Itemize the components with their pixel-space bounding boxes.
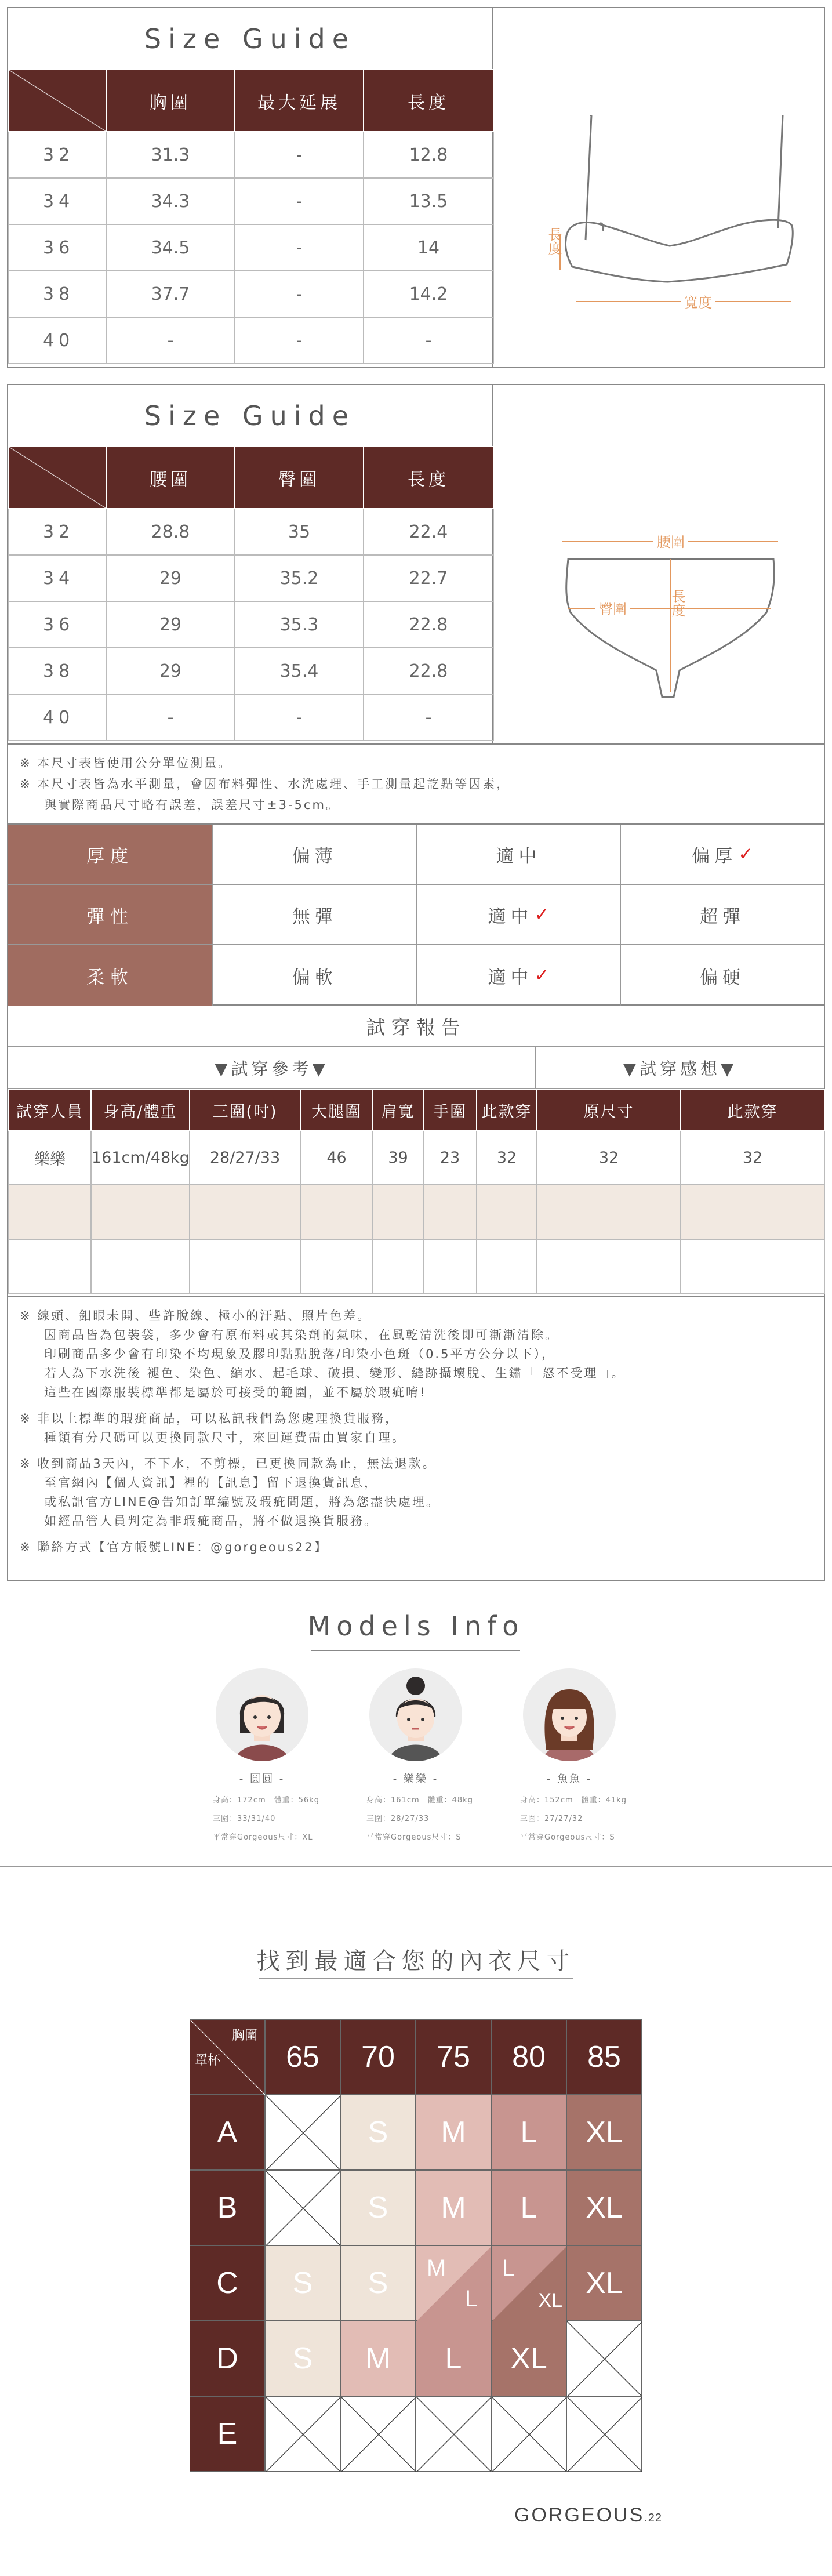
notice-line: 若人為下水洗後 褪色、染色、縮水、起毛球、破損、變形、縫跡攝壞脫、生鏽「 怒不受理 」。: [44, 1366, 626, 1380]
property-option-label: 無彈: [292, 906, 337, 927]
table-row: [9, 178, 493, 224]
size-label: 34: [9, 178, 106, 224]
table-cell: -: [235, 132, 364, 178]
notice-line: 種類有分尺碼可以更換同款尺寸，來回運費需由買家自理。: [44, 1431, 406, 1445]
table-cell: 32: [537, 1130, 681, 1185]
bra-length-label: 長度: [546, 227, 562, 255]
table-cell: -: [235, 271, 364, 317]
col-header: 三圍(吋): [190, 1090, 300, 1130]
table-cell: [681, 1239, 824, 1294]
table-cell: 23: [423, 1130, 477, 1185]
panty-size-table-area: [8, 385, 493, 743]
size-cell: S: [340, 2170, 416, 2245]
fit-feedback-header: ▼試穿感想▼: [623, 1058, 737, 1079]
split-size-cell: [491, 2245, 566, 2321]
size-label-upper: L: [502, 2255, 515, 2281]
table-cell: -: [364, 317, 493, 364]
panty-guide-title: Size Guide: [144, 400, 356, 431]
panty-size-guide: [7, 384, 825, 745]
check-icon: ✓: [738, 844, 754, 865]
unavailable-cell: [340, 2396, 416, 2472]
size-label: 32: [9, 132, 106, 178]
size-label: 40: [9, 694, 106, 741]
notice-line: 因商品皆為包裝袋，多少會有原布料或其染劑的氣味，在風乾清洗後即可漸漸清除。: [44, 1328, 559, 1342]
model-name: - 樂樂 -: [393, 1773, 439, 1785]
check-icon: ✓: [534, 904, 550, 925]
size-label-lower: L: [464, 2286, 478, 2312]
cup-header: E: [190, 2396, 265, 2472]
cup-header: B: [190, 2170, 265, 2245]
title-underline: [311, 1650, 520, 1651]
table-row: [9, 132, 493, 178]
property-option-label: 偏軟: [292, 967, 337, 988]
table-cell: 35.2: [235, 555, 364, 601]
table-row: [9, 601, 493, 648]
note-line: 與實際商品尺寸略有誤差，誤差尺寸±3-5cm。: [44, 798, 340, 812]
table-cell: [9, 1239, 91, 1294]
table-cell: [190, 1239, 300, 1294]
table-cell: [300, 1185, 373, 1239]
band-header: 75: [416, 2019, 491, 2095]
panty-hip-label: 臀圍: [599, 601, 627, 617]
models-info: [0, 1581, 832, 1860]
table-row: [9, 509, 493, 555]
size-cell: S: [340, 2245, 416, 2321]
cup-header: C: [190, 2245, 265, 2321]
model-card: [494, 1668, 645, 1847]
model-stats: [340, 1791, 491, 1847]
property-option: [621, 885, 824, 944]
property-option: [417, 885, 622, 944]
col-header: 最大延展: [235, 70, 364, 132]
table-row: [9, 1130, 824, 1185]
col-header: 手圍: [423, 1090, 477, 1130]
size-chart-title: 找到最適合您的內衣尺寸: [256, 1948, 576, 1975]
property-option-label: 適中: [488, 906, 533, 927]
model-stat-line: 三圍：33/31/40: [213, 1815, 276, 1823]
brand-logo: [514, 2504, 662, 2527]
table-cell: -: [106, 317, 235, 364]
col-header: 長度: [364, 70, 493, 132]
table-cell: [423, 1239, 477, 1294]
corner-cup-label: 罩杯: [195, 2053, 221, 2068]
size-label: 36: [9, 601, 106, 648]
bra-size-table: [8, 69, 494, 364]
property-row: [8, 825, 824, 885]
col-header: 臀圍: [235, 447, 364, 509]
fabric-properties: [7, 825, 825, 1006]
panty-length-label: 長度: [669, 589, 685, 617]
table-cell: 28.8: [106, 509, 235, 555]
property-option-label: 偏厚: [692, 846, 737, 867]
grid-cell: [190, 2019, 265, 2095]
col-header: 肩寬: [373, 1090, 423, 1130]
table-row: [9, 224, 493, 271]
size-label: 38: [9, 271, 106, 317]
notice-line: 這些在國際服裝標準都是屬於可接受的範圍，並不屬於瑕疵唷!: [44, 1385, 427, 1399]
model-card: [187, 1668, 337, 1847]
models-info-title: Models Info: [307, 1610, 525, 1642]
col-header: 原尺寸: [537, 1090, 681, 1130]
unavailable-cell: [265, 2396, 340, 2472]
avatar: [369, 1668, 462, 1761]
notice-line: 或私訊官方LINE@告知訂單編號及瑕疵問題，將為您盡快處理。: [44, 1495, 440, 1509]
check-icon: ✓: [534, 965, 550, 986]
notice-line: ※ 非以上標準的瑕疵商品，可以私訊我們為您處理換貨服務，: [20, 1412, 399, 1425]
table-cell: [537, 1185, 681, 1239]
size-cell: L: [491, 2095, 566, 2170]
notice-line: 印刷商品多少會有印染不均現象及膠印點點脫落/印染小色斑（0.5平方公分以下），: [44, 1347, 555, 1361]
col-header: 大腿圍: [300, 1090, 373, 1130]
fit-report-table: [8, 1089, 825, 1294]
property-option: [417, 945, 622, 1006]
table-cell: 12.8: [364, 132, 493, 178]
size-cell: XL: [491, 2321, 566, 2396]
notice-line: 至官網內【個人資訊】裡的【訊息】留下退換貨訊息，: [44, 1476, 378, 1490]
notice-block: [20, 1454, 812, 1531]
model-stats: [494, 1791, 645, 1847]
notice-line: ※ 收到商品3天內，不下水，不剪標，已更換同款為止，無法退款。: [20, 1457, 437, 1471]
col-header: 腰圍: [106, 447, 235, 509]
col-header: 試穿人員: [9, 1090, 91, 1130]
note-line: ※ 本尺寸表皆使用公分單位測量。: [20, 756, 232, 770]
unavailable-cell: [265, 2095, 340, 2170]
table-cell: 29: [106, 555, 235, 601]
property-row: [8, 945, 824, 1006]
model-stat-line: 身高：161cm 體重：48kg: [366, 1796, 473, 1805]
fit-report-subheaders: [8, 1047, 824, 1089]
property-option-label: 適中: [496, 846, 542, 867]
table-cell: [300, 1239, 373, 1294]
table-cell: [537, 1239, 681, 1294]
table-cell: -: [235, 224, 364, 271]
avatar: [216, 1668, 308, 1761]
size-label: 32: [9, 509, 106, 555]
property-option: [621, 945, 824, 1006]
table-cell: 161cm/48kg: [91, 1130, 190, 1185]
notice-block: [20, 1307, 812, 1402]
table-row: [9, 694, 493, 741]
return-policy-notes: [7, 1297, 825, 1581]
size-cell: M: [416, 2095, 491, 2170]
property-option: [213, 885, 417, 944]
table-cell: 35: [235, 509, 364, 555]
table-cell: 37.7: [106, 271, 235, 317]
table-cell: -: [364, 694, 493, 741]
band-header: 65: [265, 2019, 340, 2095]
table-cell: [681, 1185, 824, 1239]
corner-band-label: 胸圍: [231, 2029, 257, 2043]
split-size-cell: [416, 2245, 491, 2321]
size-cell: M: [416, 2170, 491, 2245]
table-cell: [477, 1185, 537, 1239]
size-label: 34: [9, 555, 106, 601]
model-stat-line: 三圍：27/27/32: [520, 1815, 583, 1823]
col-header: 此款穿: [477, 1090, 537, 1130]
size-label-lower: XL: [538, 2290, 562, 2312]
table-cell: 32: [477, 1130, 537, 1185]
notice-line: 如經品管人員判定為非瑕疵商品，將不做退換貨服務。: [44, 1514, 378, 1528]
table-cell: 31.3: [106, 132, 235, 178]
brand-name: GORGEOUS: [514, 2504, 645, 2526]
fit-reference-header: ▼試穿參考▼: [8, 1047, 536, 1088]
property-label: 厚度: [8, 825, 213, 884]
bra-size-table-area: [8, 8, 493, 367]
table-cell: 14: [364, 224, 493, 271]
bra-guide-title: Size Guide: [144, 23, 356, 55]
bra-size-guide: [7, 7, 825, 368]
fit-report: [7, 1006, 825, 1297]
property-option-label: 偏硬: [700, 967, 746, 988]
col-header: 身高/體重: [91, 1090, 190, 1130]
table-cell: [9, 1185, 91, 1239]
property-option-label: 適中: [488, 967, 533, 988]
table-cell: 樂樂: [9, 1130, 91, 1185]
table-row: [9, 271, 493, 317]
size-cell: M: [340, 2321, 416, 2396]
table-cell: [91, 1185, 190, 1239]
property-option: [621, 825, 824, 884]
size-label: 40: [9, 317, 106, 364]
table-cell: 35.3: [235, 601, 364, 648]
table-cell: -: [235, 178, 364, 224]
unavailable-cell: [566, 2396, 642, 2472]
table-cell: 34.5: [106, 224, 235, 271]
bra-size-chart: [0, 1866, 832, 2576]
table-cell: [91, 1239, 190, 1294]
size-label: 38: [9, 648, 106, 694]
unavailable-cell: [416, 2396, 491, 2472]
property-option-label: 超彈: [700, 906, 746, 927]
panty-illustration: [494, 385, 824, 743]
table-cell: 39: [373, 1130, 423, 1185]
notice-block: [20, 1409, 812, 1447]
table-cell: 22.7: [364, 555, 493, 601]
table-row: [9, 1185, 824, 1239]
property-option-label: 偏薄: [292, 846, 337, 867]
fit-report-title: 試穿報告: [8, 1006, 824, 1047]
table-cell: 28/27/33: [190, 1130, 300, 1185]
table-cell: [477, 1239, 537, 1294]
property-label: 彈性: [8, 885, 213, 944]
size-cell: S: [340, 2095, 416, 2170]
model-stat-line: 三圍：28/27/33: [366, 1815, 430, 1823]
notice-line: ※ 聯絡方式【官方帳號LINE：@gorgeous22】: [20, 1540, 328, 1554]
band-header: 85: [566, 2019, 642, 2095]
table-cell: 13.5: [364, 178, 493, 224]
table-row: [9, 1239, 824, 1294]
notice-line: ※ 線頭、釦眼未開、些許脫線、極小的汙點、照片色差。: [20, 1309, 372, 1323]
cup-header: A: [190, 2095, 265, 2170]
panty-waist-label: 腰圍: [657, 534, 685, 550]
table-cell: 22.8: [364, 648, 493, 694]
model-stat-line: 平常穿Gorgeous尺寸：XL: [213, 1833, 313, 1842]
title-underline: [259, 1978, 573, 1979]
size-cell: S: [265, 2321, 340, 2396]
notice-block: [20, 1538, 812, 1557]
corner-cell: [9, 447, 106, 509]
table-row: [9, 648, 493, 694]
size-cell: L: [416, 2321, 491, 2396]
model-stat-line: 平常穿Gorgeous尺寸：S: [520, 1833, 615, 1842]
unavailable-cell: [491, 2396, 566, 2472]
model-card: [340, 1668, 491, 1847]
col-header: 胸圍: [106, 70, 235, 132]
cup-header: D: [190, 2321, 265, 2396]
model-stats: [187, 1791, 337, 1847]
property-label: 柔軟: [8, 945, 213, 1006]
property-option: [213, 945, 417, 1006]
table-cell: 22.8: [364, 601, 493, 648]
brand-suffix: .22: [644, 2512, 663, 2524]
table-cell: -: [235, 317, 364, 364]
size-cell: XL: [566, 2245, 642, 2321]
col-header: 長度: [364, 447, 493, 509]
measurement-notes: [7, 745, 825, 825]
band-header: 70: [340, 2019, 416, 2095]
size-cell: S: [265, 2245, 340, 2321]
table-cell: [190, 1185, 300, 1239]
panty-size-table: [8, 446, 494, 741]
note-line: ※ 本尺寸表皆為水平測量，會因布料彈性、水洗處理、手工測量起訖點等因素，: [20, 777, 511, 791]
model-stat-line: 身高：172cm 體重：56kg: [213, 1796, 319, 1805]
bra-width-label: 寬度: [684, 295, 712, 311]
table-cell: 46: [300, 1130, 373, 1185]
table-cell: 34.3: [106, 178, 235, 224]
avatar: [523, 1668, 616, 1761]
table-cell: [373, 1185, 423, 1239]
table-cell: 32: [681, 1130, 824, 1185]
model-name: - 圓圓 -: [239, 1773, 285, 1785]
model-name: - 魚魚 -: [546, 1773, 593, 1785]
unavailable-cell: [566, 2321, 642, 2396]
property-option: [213, 825, 417, 884]
table-cell: 29: [106, 601, 235, 648]
table-cell: 14.2: [364, 271, 493, 317]
band-header: 80: [491, 2019, 566, 2095]
property-option: [417, 825, 622, 884]
size-label: 36: [9, 224, 106, 271]
table-cell: 35.4: [235, 648, 364, 694]
table-cell: [373, 1239, 423, 1294]
table-cell: 22.4: [364, 509, 493, 555]
size-label-upper: M: [427, 2255, 446, 2281]
table-row: [9, 555, 493, 601]
size-grid: [190, 2019, 643, 2473]
unavailable-cell: [265, 2170, 340, 2245]
table-row: [9, 317, 493, 364]
size-cell: L: [491, 2170, 566, 2245]
table-cell: 29: [106, 648, 235, 694]
model-stat-line: 身高：152cm 體重：41kg: [520, 1796, 627, 1805]
size-cell: XL: [566, 2095, 642, 2170]
table-cell: -: [106, 694, 235, 741]
table-cell: -: [235, 694, 364, 741]
col-header: 此款穿: [681, 1090, 824, 1130]
model-stat-line: 平常穿Gorgeous尺寸：S: [366, 1833, 462, 1842]
bra-illustration: [494, 8, 824, 367]
property-row: [8, 885, 824, 945]
corner-cell: [9, 70, 106, 132]
size-cell: XL: [566, 2170, 642, 2245]
table-cell: [423, 1185, 477, 1239]
